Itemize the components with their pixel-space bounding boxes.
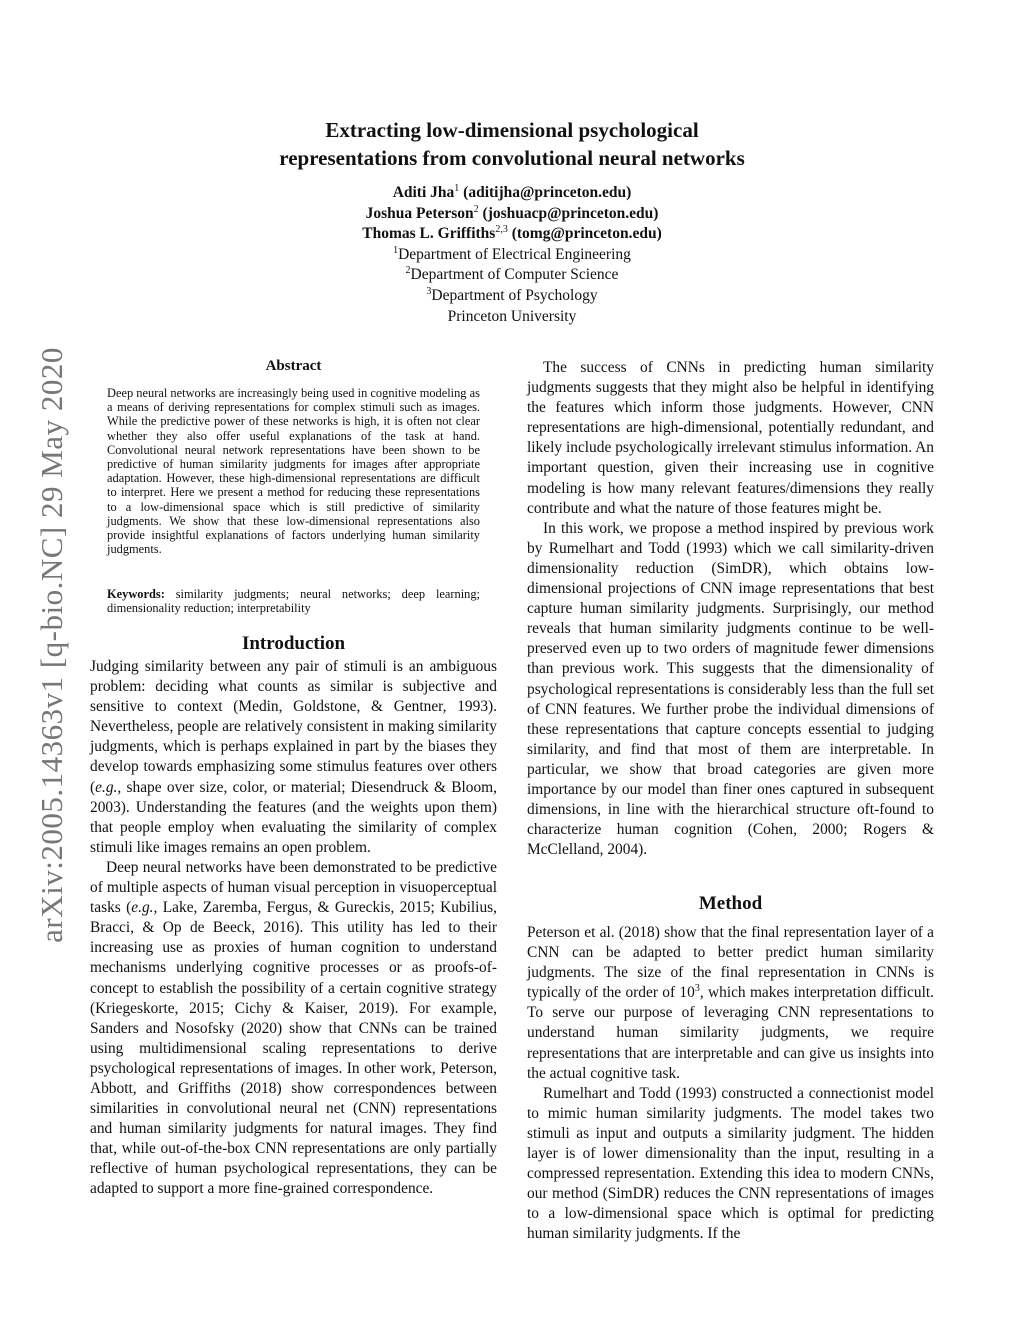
intro-paragraph-1	[90, 657, 497, 858]
keywords-label: Keywords:	[107, 587, 165, 601]
author-email: (tomg@princeton.edu)	[507, 225, 662, 243]
author-2	[200, 204, 824, 225]
text-run: Judging similarity between any pair of stimuli is an ambiguous problem: deciding what counts as similar is subjective and sensitive to context (Medin, Goldstone, & Gentner, 1993). Nevertheless, people are relatively consistent in making similarity judgments, which is perhaps explained in part by the biases they develop towards emphasizing some stimulus features over others (	[90, 658, 497, 796]
text-run: Deep neural networks have been demonstrated to be predictive of multiple aspects of human visual perception in visuoperceptual tasks (	[90, 858, 497, 917]
affiliation-superscript: 2	[405, 265, 411, 277]
abstract-heading: Abstract	[265, 358, 322, 374]
title-line-2: representations from convolutional neural networks	[279, 146, 745, 170]
right-paragraph-1: The success of CNNs in predicting human similarity judgments suggests that they might also be helpful in identifying the features which inform those judgments. However, CNN representations are high-dimensional, potentially redundant, and likely include psychologically irrelevant stimulus information. An important question, given their increasing use in cognitive modeling is how many relevant features/dimensions they really contribute and what the nature of those features might be.	[527, 359, 934, 517]
arxiv-identifier: arXiv:2005.14363v1 [q-bio.NC] 29 May 2020	[34, 347, 69, 943]
right-column-intro	[527, 358, 934, 860]
affiliation-superscript: 3	[426, 285, 432, 297]
paper-title	[150, 116, 874, 172]
author-email: (aditijha@princeton.edu)	[459, 184, 632, 201]
affiliation-text: Department of Psychology	[431, 286, 598, 304]
author-block	[200, 183, 824, 327]
keywords	[107, 587, 480, 615]
method-heading: Method	[698, 893, 763, 914]
author-name: Aditi Jha	[392, 184, 455, 201]
text-run-italic: e.g.,	[95, 778, 122, 796]
superscript: 3	[694, 983, 700, 995]
affiliation-text: Department of Computer Science	[410, 266, 619, 284]
university: Princeton University	[447, 307, 577, 325]
author-email: (joshuacp@princeton.edu)	[478, 204, 659, 222]
affiliation-1	[200, 245, 824, 266]
text-run: Peterson et al. (2018) show that the final representation layer of a CNN can be adapted to better predict human similarity judgments. The size of the final representation in CNNs is typically of the order of 10	[527, 924, 934, 1002]
author-superscript: 2,3	[495, 224, 508, 236]
abstract-body	[107, 386, 480, 556]
method-body	[527, 923, 934, 1245]
introduction-body	[90, 657, 497, 1200]
text-run: , which makes interpretation difficult. To serve our purpose of leveraging CNN representations to understand human similarity judgments, we require representations that are interpretable and can give us insights into the actual cognitive task.	[527, 984, 934, 1082]
abstract-text: Deep neural networks are increasingly being used in cognitive modeling as a means of deriving representations for complex stimuli such as images. While the predictive power of these networks is high, it is often not clear whether they also offer useful explanations of the task at hand. Convolutional neural network representations have been shown to be predictive of human similarity judgments for images after appropriate adaptation. However, these high-dimensional representations are difficult to interpret. Here we present a method for reducing these representations to a low-dimensional space which is still predictive of similarity judgments. We show that these low-dimensional representations also provide insightful explanations of factors underlying human similarity judgments.	[107, 386, 480, 557]
introduction-heading: Introduction	[241, 633, 346, 654]
author-3	[200, 224, 824, 245]
text-run: Lake, Zaremba, Fergus, & Gureckis, 2015; Kubilius, Bracci, & Op de Beeck, 2016). This utility has led to their increasing use as proxies of human cognition to understand mechanisms underlying cognitive processes or as proofs-of-concept to establish the possibility of a certain cognitive strategy (Kriegeskorte, 2015; Cichy & Kaiser, 2019). For example, Sanders and Nosofsky (2020) show that CNNs can be trained using multidimensional scaling representations to derive psychological representations of images. In other work, Peterson, Abbott, and Griffiths (2018) show correspondences between similarities in convolutional neural net (CNN) representations and human similarity judgments for natural images. They find that, while out-of-the-box CNN representations are only partially reflective of human psychological representations, they can be adapted to support a more fine-grained correspondence.	[90, 899, 497, 1198]
affiliation-3	[200, 286, 824, 307]
affiliation-2	[200, 265, 824, 286]
author-name: Joshua Peterson	[365, 204, 474, 222]
method-paragraph-1	[527, 923, 934, 1084]
author-superscript: 2	[473, 203, 479, 215]
keywords-text: similarity judgments; neural networks; deep learning; dimensionality reduction; interpretability	[107, 587, 480, 616]
title-line-1: Extracting low-dimensional psychological	[325, 118, 699, 142]
affiliation-superscript: 1	[393, 244, 399, 256]
text-run-italic: e.g.,	[131, 899, 158, 917]
intro-paragraph-2	[90, 858, 497, 1200]
right-paragraph-2: In this work, we propose a method inspired by previous work by Rumelhart and Todd (1993) which we call similarity-driven dimensionality reduction (SimDR), which obtains low-dimensional projections of CNN image representations that best capture human similarity judgments. Surprisingly, our method reveals that human similarity judgments continue to be well-preserved even up to two orders of magnitude fewer dimensions than previous work. This suggests that the dimensionality of psychological representations is considerably less than the full set of CNN features. We further probe the individual dimensions of these representations that capture concepts essential to judging similarity, and find that most of them are interpretable. In particular, we show that broad categories are given more importance by our model than finer ones captured in subsequent dimensions, in line with the hierarchical structure oft-found to characterize human cognition (Cohen, 2000; Rogers & McClelland, 2004).	[527, 519, 934, 859]
affiliation-text: Department of Electrical Engineering	[398, 245, 631, 263]
method-paragraph-2: Rumelhart and Todd (1993) constructed a connectionist model to mimic human similarity judgments. The model takes two stimuli as input and outputs a similarity judgment. The hidden layer is of lower dimensionality than the input, resulting in a compressed representation. Extending this idea to modern CNNs, our method (SimDR) reduces the CNN representations of images to a low-dimensional space which is optimal for predicting human similarity judgments. If the	[527, 1084, 934, 1243]
author-superscript: 1	[454, 182, 460, 194]
text-run: shape over size, color, or material; Diesendruck & Bloom, 2003). Understanding the features (and the weights upon them) that people employ when evaluating the similarity of complex stimuli like images remains an open problem.	[90, 778, 497, 856]
author-name: Thomas L. Griffiths	[362, 225, 496, 243]
author-1	[200, 183, 824, 204]
